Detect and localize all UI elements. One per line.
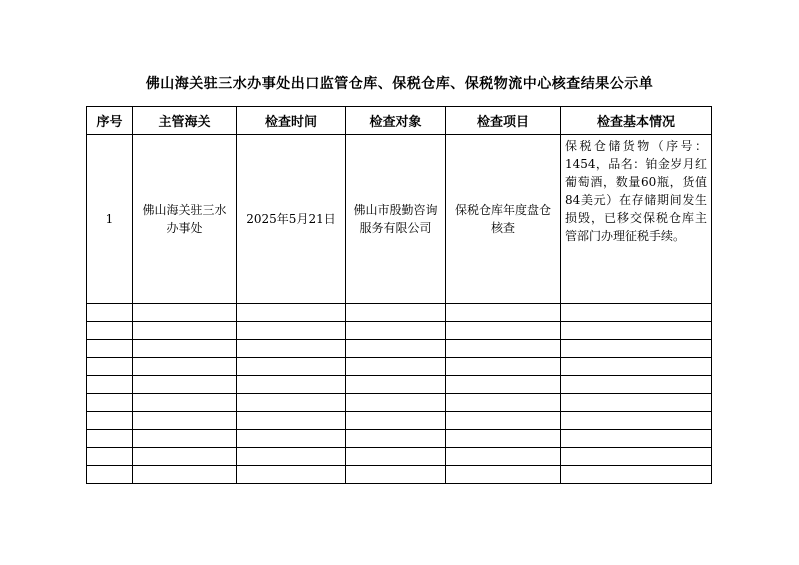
empty-cell [237,448,346,466]
cell-index [87,135,133,304]
cell-customs-text: 佛山海关驻三水办事处 [142,203,227,235]
empty-cell [133,340,237,358]
empty-table-row [87,340,712,358]
empty-cell [87,358,133,376]
empty-cell [133,430,237,448]
empty-cell [87,304,133,322]
empty-cell [346,340,446,358]
empty-cell [237,322,346,340]
cell-detail [561,135,712,304]
cell-item [446,135,561,304]
empty-cell [446,322,561,340]
empty-cell [561,304,712,322]
empty-cell [87,376,133,394]
empty-cell [133,448,237,466]
empty-cell [346,304,446,322]
empty-table-row [87,394,712,412]
empty-cell [446,448,561,466]
empty-cell [133,466,237,484]
empty-table-row [87,376,712,394]
header-item: 检查项目 [446,107,561,135]
table-header-row [87,107,712,135]
empty-cell [446,466,561,484]
empty-cell [237,358,346,376]
empty-cell [237,304,346,322]
empty-cell [446,394,561,412]
empty-cell [87,340,133,358]
empty-cell [346,358,446,376]
header-target: 检查对象 [346,107,446,135]
empty-cell [446,412,561,430]
empty-cell [87,448,133,466]
empty-cell [237,340,346,358]
empty-cell [561,376,712,394]
empty-cell [346,412,446,430]
document-title: 佛山海关驻三水办事处出口监管仓库、保税仓库、保税物流中心核查结果公示单 [145,76,654,92]
empty-cell [133,376,237,394]
empty-cell [346,466,446,484]
cell-customs [133,135,237,304]
empty-table-row [87,448,712,466]
empty-table-row [87,304,712,322]
empty-cell [133,412,237,430]
empty-cell [446,304,561,322]
empty-cell [237,394,346,412]
cell-date [237,135,346,304]
empty-cell [346,322,446,340]
header-detail: 检查基本情况 [561,107,712,135]
empty-table-row [87,412,712,430]
empty-cell [561,466,712,484]
cell-index-text: 1 [105,212,114,226]
empty-table-row [87,466,712,484]
cell-target-text: 佛山市殷勤咨询服务有限公司 [353,203,438,235]
empty-cell [561,340,712,358]
empty-cell [87,394,133,412]
empty-table-row [87,358,712,376]
empty-cell [446,358,561,376]
empty-table-row [87,430,712,448]
empty-cell [237,466,346,484]
empty-cell [561,430,712,448]
empty-table-row [87,322,712,340]
cell-target [346,135,446,304]
empty-cell [346,430,446,448]
table-row [87,135,712,304]
cell-date-text: 2025年5月21日 [246,212,336,226]
empty-cell [346,394,446,412]
header-customs: 主管海关 [133,107,237,135]
empty-cell [237,430,346,448]
empty-cell [446,340,561,358]
empty-cell [237,376,346,394]
empty-cell [446,376,561,394]
empty-cell [237,412,346,430]
empty-cell [446,430,561,448]
empty-cell [561,394,712,412]
empty-cell [133,394,237,412]
empty-cell [87,322,133,340]
empty-cell [346,376,446,394]
empty-cell [561,358,712,376]
empty-cell [561,448,712,466]
header-index: 序号 [87,107,133,135]
empty-cell [561,412,712,430]
empty-cell [133,304,237,322]
empty-cell [87,430,133,448]
empty-cell [561,322,712,340]
inspection-result-table [86,106,712,484]
header-date: 检查时间 [237,107,346,135]
empty-cell [133,358,237,376]
empty-cell [87,412,133,430]
empty-cell [346,448,446,466]
empty-cell [133,322,237,340]
empty-cell [87,466,133,484]
cell-detail-text: 保税仓储货物（序号：1454，品名：铂金岁月红葡萄酒，数量60瓶，货值84美元）在存储期间发生损毁，已移交保税仓库主管部门办理征税手续。 [565,139,707,243]
cell-item-text: 保税仓库年度盘仓核查 [454,203,551,235]
